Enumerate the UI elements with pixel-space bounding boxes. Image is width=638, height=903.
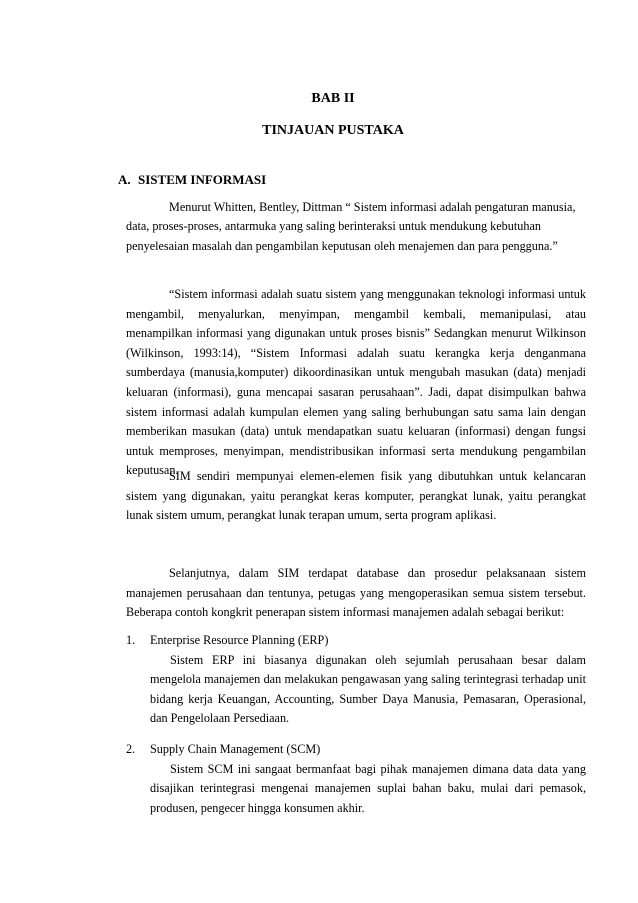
paragraph-sim-elements — [126, 467, 586, 526]
paragraph-sim-examples — [126, 564, 586, 623]
paragraph-definition-whitten — [126, 178, 586, 256]
paragraph-text: “Sistem informasi adalah suatu sistem yang menggunakan teknologi informasi untuk mengambil, menyalurkan, menyimpan, mengambil kembali, memanipulasi, atau menampilkan informasi yang digunakan untuk proses bisnis” Sedangkan menurut Wilkinson (Wilkinson, 1993:14), “Sistem Informasi adalah suatu kerangka kerja denganmana sumberdaya (manusia,komputer) dikoordinasikan untuk mengubah masukan (data) menjadi keluaran (informasi), guna mencapai sasaran perusahaan”. Jadi, dapat disimpulkan bahwa sistem informasi adalah kumpulan elemen yang saling berhubungan satu sama lain dengan memberikan masukan (data) untuk mendapatkan suatu keluaran (informasi) dengan fungsi untuk memproses, menyimpan, mendistribusikan informasi serta mendukung pengambilan keputusan. — [126, 287, 586, 478]
chapter-number: BAB II — [311, 91, 355, 106]
list-item-body — [150, 760, 586, 819]
chapter-title: TINJAUAN PUSTAKA — [262, 123, 404, 138]
list-item-heading: Enterprise Resource Planning (ERP) — [150, 633, 329, 647]
section-title: SISTEM INFORMASI — [138, 172, 267, 187]
list-item-number: 1. — [126, 633, 136, 647]
list-item-body — [150, 651, 586, 729]
paragraph-text: Menurut Whitten, Bentley, Dittman “ Sistem informasi adalah pengaturan manusia, data, proses-proses, antarmuka yang saling berinteraksi untuk mendukung kebutuhan penyelesaian masalah dan pengambilan keputusan oleh menajemen dan para pengguna.” — [126, 199, 576, 253]
section-letter: A. — [118, 172, 131, 187]
paragraph-definition-wilkinson — [126, 285, 586, 481]
list-item-heading: Supply Chain Management (SCM) — [150, 742, 321, 756]
list-item-number: 2. — [126, 742, 136, 756]
paragraph-text: SIM sendiri mempunyai elemen-elemen fisik yang dibutuhkan untuk kelancaran sistem yang digunakan, yaitu perangkat keras komputer, perangkat lunak, yaitu perangkat lunak sistem umum, perangkat lunak terapan umum, serta program aplikasi. — [126, 469, 586, 523]
list-item-body-text: Sistem SCM ini sangaat bermanfaat bagi pihak manajemen dimana data data yang disajikan terintegrasi mengenai manajemen suplai bahan baku, mulai dari pemasok, produsen, pengecer hingga konsumen akhir. — [150, 761, 586, 815]
list-item-body-text: Sistem ERP ini biasanya digunakan oleh sejumlah perusahaan besar dalam mengelola manajemen dan melakukan pengawasan yang saling terintegrasi terhadap unit bidang kerja Keuangan, Accounting, Sumber Daya Manusia, Pemasaran, Operasional, dan Pengelolaan Persediaan. — [150, 652, 586, 726]
paragraph-text: Selanjutnya, dalam SIM terdapat database dan prosedur pelaksanaan sistem manajemen perusahaan dan tentunya, petugas yang mengoperasikan semua sistem tersebut. Beberapa contoh kongkrit penerapan sistem informasi manajemen adalah sebagai berikut: — [126, 566, 586, 620]
